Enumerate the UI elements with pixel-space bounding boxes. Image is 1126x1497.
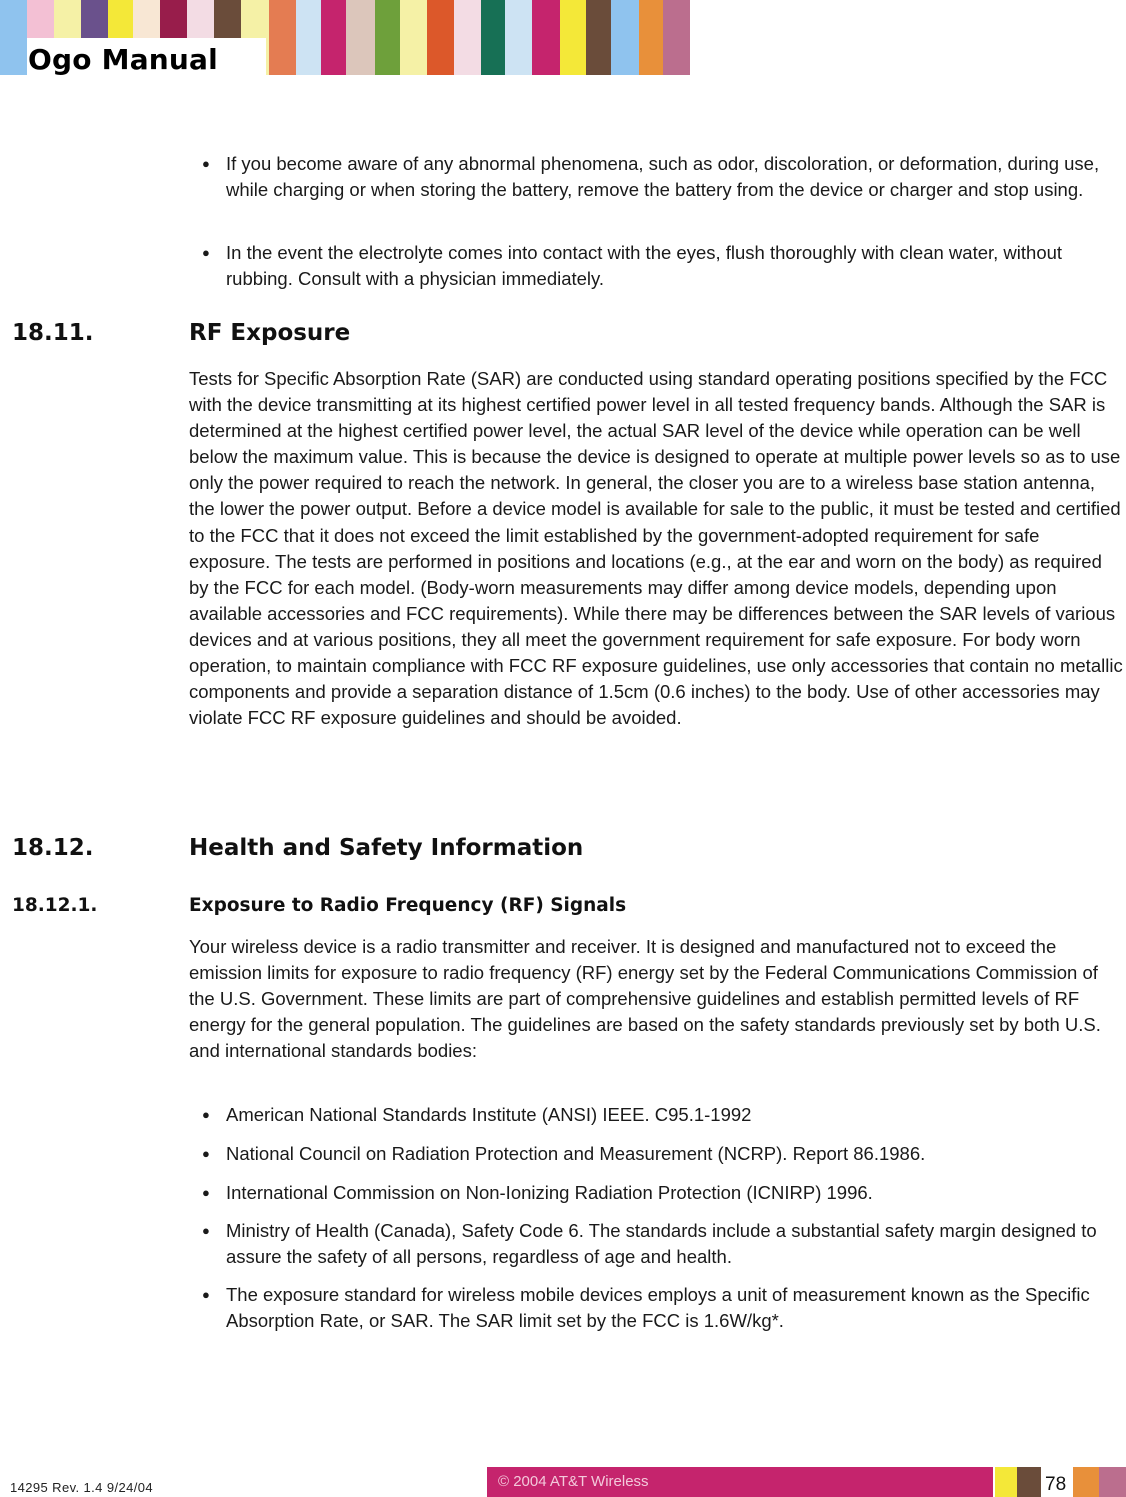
bullet-icon: ● [202,1223,210,1238]
copyright-bar [487,1467,993,1497]
list-item-text: National Council on Radiation Protection and Measurement (NCRP). Report 86.1986. [226,1143,926,1164]
bullet-icon: ● [202,1185,210,1200]
header-stripe [611,0,639,75]
copyright-text: © 2004 AT&T Wireless [498,1473,649,1490]
list-item [202,1180,1121,1206]
list-item [202,240,1121,292]
section-title: RF Exposure [189,320,351,346]
header-logo [27,38,266,80]
list-item-text: Ministry of Health (Canada), Safety Code 6. The standards include a substantial safety margin designed to assure the safety of all persons, regardless of age and health. [226,1220,1097,1267]
header-stripe [375,0,400,75]
bullet-icon: ● [202,1287,210,1302]
list-item-text: International Commission on Non-Ionizing Radiation Protection (ICNIRP) 1996. [226,1182,873,1203]
header-stripe [427,0,454,75]
rf-signals-paragraph: Your wireless device is a radio transmitter and receiver. It is designed and manufactured not to exceed the emission limits for exposure to radio frequency (RF) energy set by the Federal Communications Commission of the U.S. Government. These limits are part of comprehensive guidelines and establish permitted levels of RF energy for the general population. The guidelines are based on the safety standards previously set by both U.S. and international standards bodies: [189,936,1101,1062]
list-item [202,1102,1121,1128]
subsection-title: Exposure to Radio Frequency (RF) Signals [189,895,627,916]
bullet-icon: ● [202,156,210,171]
header-stripe [586,0,611,75]
footer-square-orange [1073,1467,1099,1497]
list-item [202,151,1121,203]
header-stripe [560,0,586,75]
page-number: 78 [1045,1474,1067,1495]
header-stripe [346,0,375,75]
rf-exposure-paragraph: Tests for Specific Absorption Rate (SAR) are conducted using standard operating positions specified by the FCC with the device transmitting at its highest certified power level in all tested frequency bands. Although the SAR is determined at the highest certified power level, the actual SAR level of the device while operation can be well below the maximum value. This is because the device is designed to operate at multiple power levels so as to use only the power required to reach the network. In general, the closer you are to a wireless base station antenna, the lower the power output. Before a device model is available for sale to the public, it must be tested and certified to the FCC that it does not exceed the limit established by the government-adopted requirement for safe exposure. The tests are performed in positions and locations (e.g., at the ear and worn on the body) as required by the FCC for each model. (Body-worn measurements may differ among device models, depending upon available accessories and FCC requirements). While there may be differences between the SAR levels of various devices and at various positions, they all meet the government requirement for safe exposure. For body worn operation, to maintain compliance with FCC RF exposure guidelines, use only accessories that contain no metallic components and provide a separation distance of 1.5cm (0.6 inches) to the body. Use of other accessories may violate FCC RF exposure guidelines and should be avoided. [189,368,1123,729]
section-heading-18-12 [12,835,583,861]
section-number: 18.11. [12,320,94,346]
header-stripe [269,0,296,75]
subsection-number: 18.12.1. [12,895,98,916]
bullet-icon: ● [202,245,210,260]
section-title: Health and Safety Information [189,835,584,861]
header-stripe [321,0,346,75]
header-stripe [481,0,505,75]
header-stripe [400,0,427,75]
manual-title: Ogo Manual [28,42,218,76]
bullet-icon: ● [202,1107,210,1122]
header-stripe [639,0,663,75]
bullet-icon: ● [202,1146,210,1161]
header-stripe [505,0,532,75]
header-stripe [0,0,27,75]
list-item [202,1218,1121,1270]
footer-square-yellow [995,1467,1017,1497]
header-stripe [454,0,481,75]
footer-square-brown [1017,1467,1041,1497]
subsection-heading-18-12-1 [12,895,626,916]
header-stripe [663,0,690,75]
list-item-text: If you become aware of any abnormal phenomena, such as odor, discoloration, or deformation, during use, while charging or when storing the battery, remove the battery from the device or charger and stop using. [226,153,1100,200]
footer-square-mauve [1099,1467,1126,1497]
list-item-text: American National Standards Institute (ANSI) IEEE. C95.1-1992 [226,1104,752,1125]
list-item [202,1282,1121,1334]
list-item-text: In the event the electrolyte comes into contact with the eyes, flush thoroughly with clean water, without rubbing. Consult with a physician immediately. [226,242,1063,289]
header-stripe [296,0,321,75]
section-heading-18-11 [12,320,350,346]
document-reference: 14295 Rev. 1.4 9/24/04 [10,1480,153,1495]
list-item [202,1141,1121,1167]
header-stripe [532,0,560,75]
section-number: 18.12. [12,835,94,861]
list-item-text: The exposure standard for wireless mobile devices employs a unit of measurement known as the Specific Absorption Rate, or SAR. The SAR limit set by the FCC is 1.6W/kg*. [226,1284,1090,1331]
